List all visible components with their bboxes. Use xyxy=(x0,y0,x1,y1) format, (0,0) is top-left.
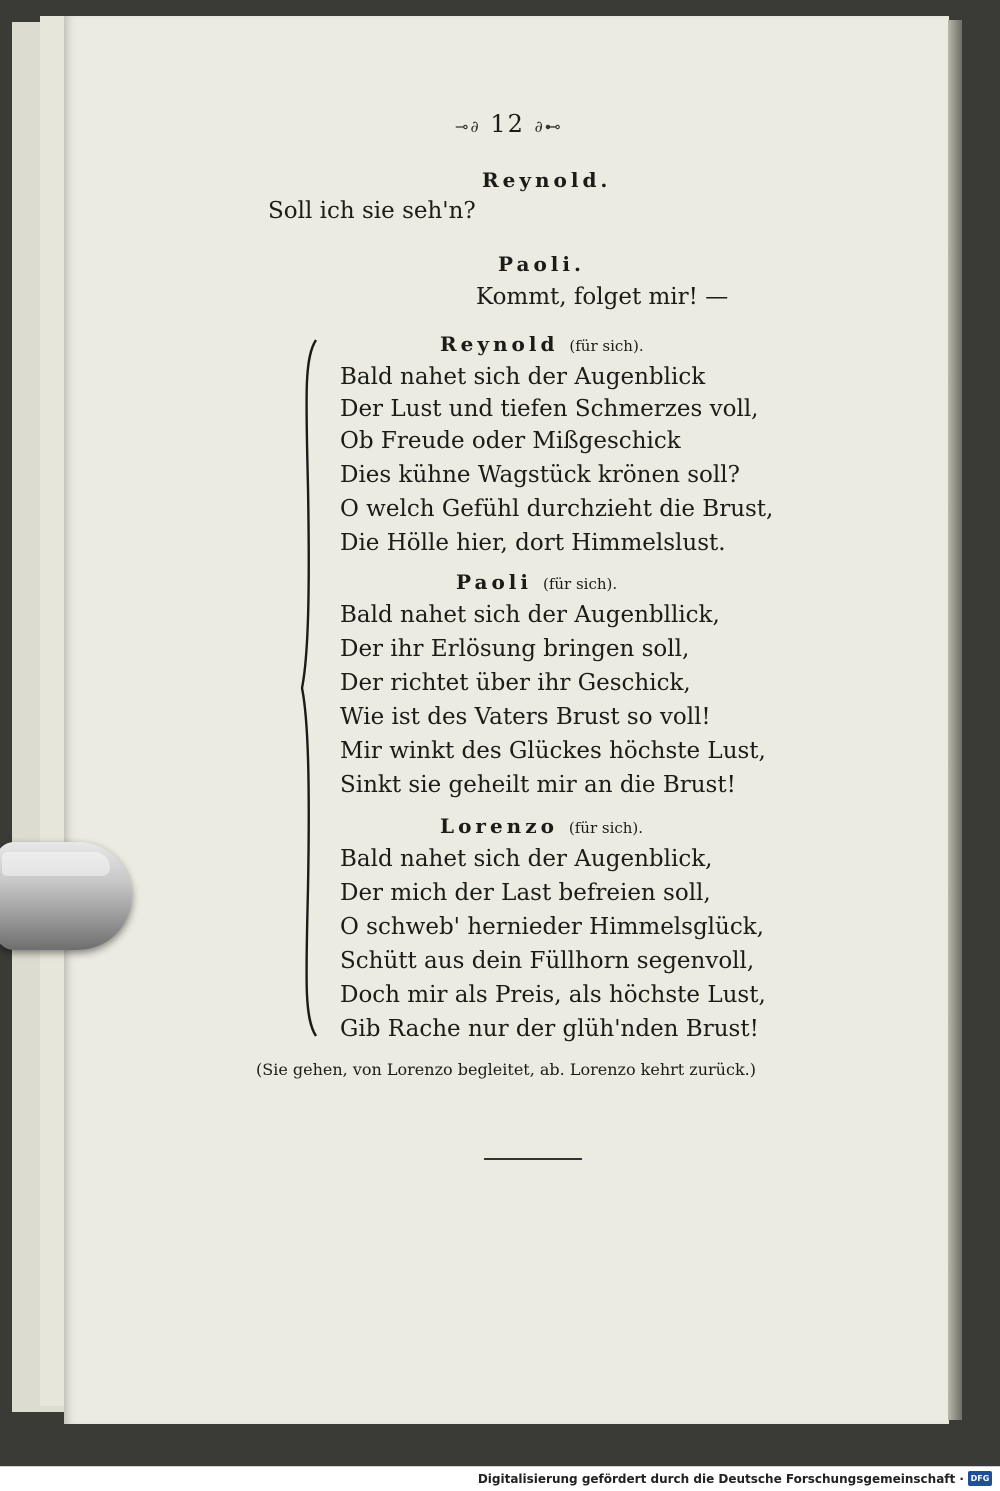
verse-line: Der richtet über ihr Geschick, xyxy=(340,670,691,696)
verse-line: O schweb' hernieder Himmelsglück, xyxy=(340,914,764,940)
speaker-paoli-1: Paoli. xyxy=(498,252,585,276)
verse-line: Mir winkt des Glückes höchste Lust, xyxy=(340,738,766,764)
verse-line: Ob Freude oder Mißgeschick xyxy=(340,428,681,454)
clip-highlight xyxy=(2,852,110,876)
ornament-right: ∂⊷ xyxy=(534,117,563,136)
speaker-name: Reynold xyxy=(440,332,559,356)
page-number-header xyxy=(455,110,563,138)
verse-line: Dies kühne Wagstück krönen soll? xyxy=(340,462,740,488)
speaker-reynold-aside xyxy=(440,332,644,356)
verse-line: Doch mir als Preis, als höchste Lust, xyxy=(340,982,766,1008)
verse-line: Der mich der Last befreien soll, xyxy=(340,880,711,906)
dialogue-line-1: Soll ich sie seh'n? xyxy=(268,198,476,224)
stage-direction: (Sie gehen, von Lorenzo begleitet, ab. Lorenzo kehrt zurück.) xyxy=(256,1060,756,1079)
verse-line: Gib Rache nur der glüh'nden Brust! xyxy=(340,1016,759,1042)
verse-line: Bald nahet sich der Augenblick xyxy=(340,364,706,390)
speaker-name: Lorenzo xyxy=(440,814,558,838)
verse-line: Die Hölle hier, dort Himmelslust. xyxy=(340,530,726,556)
speaker-name: Paoli xyxy=(456,570,532,594)
page-gutter xyxy=(948,20,962,1420)
verse-line: O welch Gefühl durchzieht die Brust, xyxy=(340,496,774,522)
dfg-logo[interactable]: DFG xyxy=(968,1471,992,1486)
speaker-reynold-1: Reynold. xyxy=(482,168,612,192)
verse-line: Bald nahet sich der Augenbllick, xyxy=(340,602,720,628)
verse-line: Der Lust und tiefen Schmerzes voll, xyxy=(340,396,759,422)
footer-credit: Digitalisierung gefördert durch die Deutsche Forschungsgemeinschaft · xyxy=(477,1472,964,1486)
ornament-left: ⊸∂ xyxy=(455,117,481,136)
page-number: 12 xyxy=(490,110,525,138)
verse-line: Schütt aus dein Füllhorn segenvoll, xyxy=(340,948,755,974)
speaker-lorenzo-aside xyxy=(440,814,643,838)
speaker-paoli-aside xyxy=(456,570,617,594)
verse-line: Der ihr Erlösung bringen soll, xyxy=(340,636,690,662)
ensemble-brace xyxy=(298,338,320,1038)
aside-note: (für sich). xyxy=(569,337,644,355)
page-holder-clip xyxy=(0,842,132,950)
verse-line: Bald nahet sich der Augenblick, xyxy=(340,846,713,872)
section-rule xyxy=(484,1158,582,1160)
aside-note: (für sich). xyxy=(542,575,618,593)
verse-line: Sinkt sie geheilt mir an die Brust! xyxy=(340,772,736,798)
aside-note: (für sich). xyxy=(568,819,644,837)
footer-bar xyxy=(0,1466,1000,1491)
dialogue-line-2: Kommt, folget mir! — xyxy=(476,284,729,310)
verse-line: Wie ist des Vaters Brust so voll! xyxy=(340,704,711,730)
